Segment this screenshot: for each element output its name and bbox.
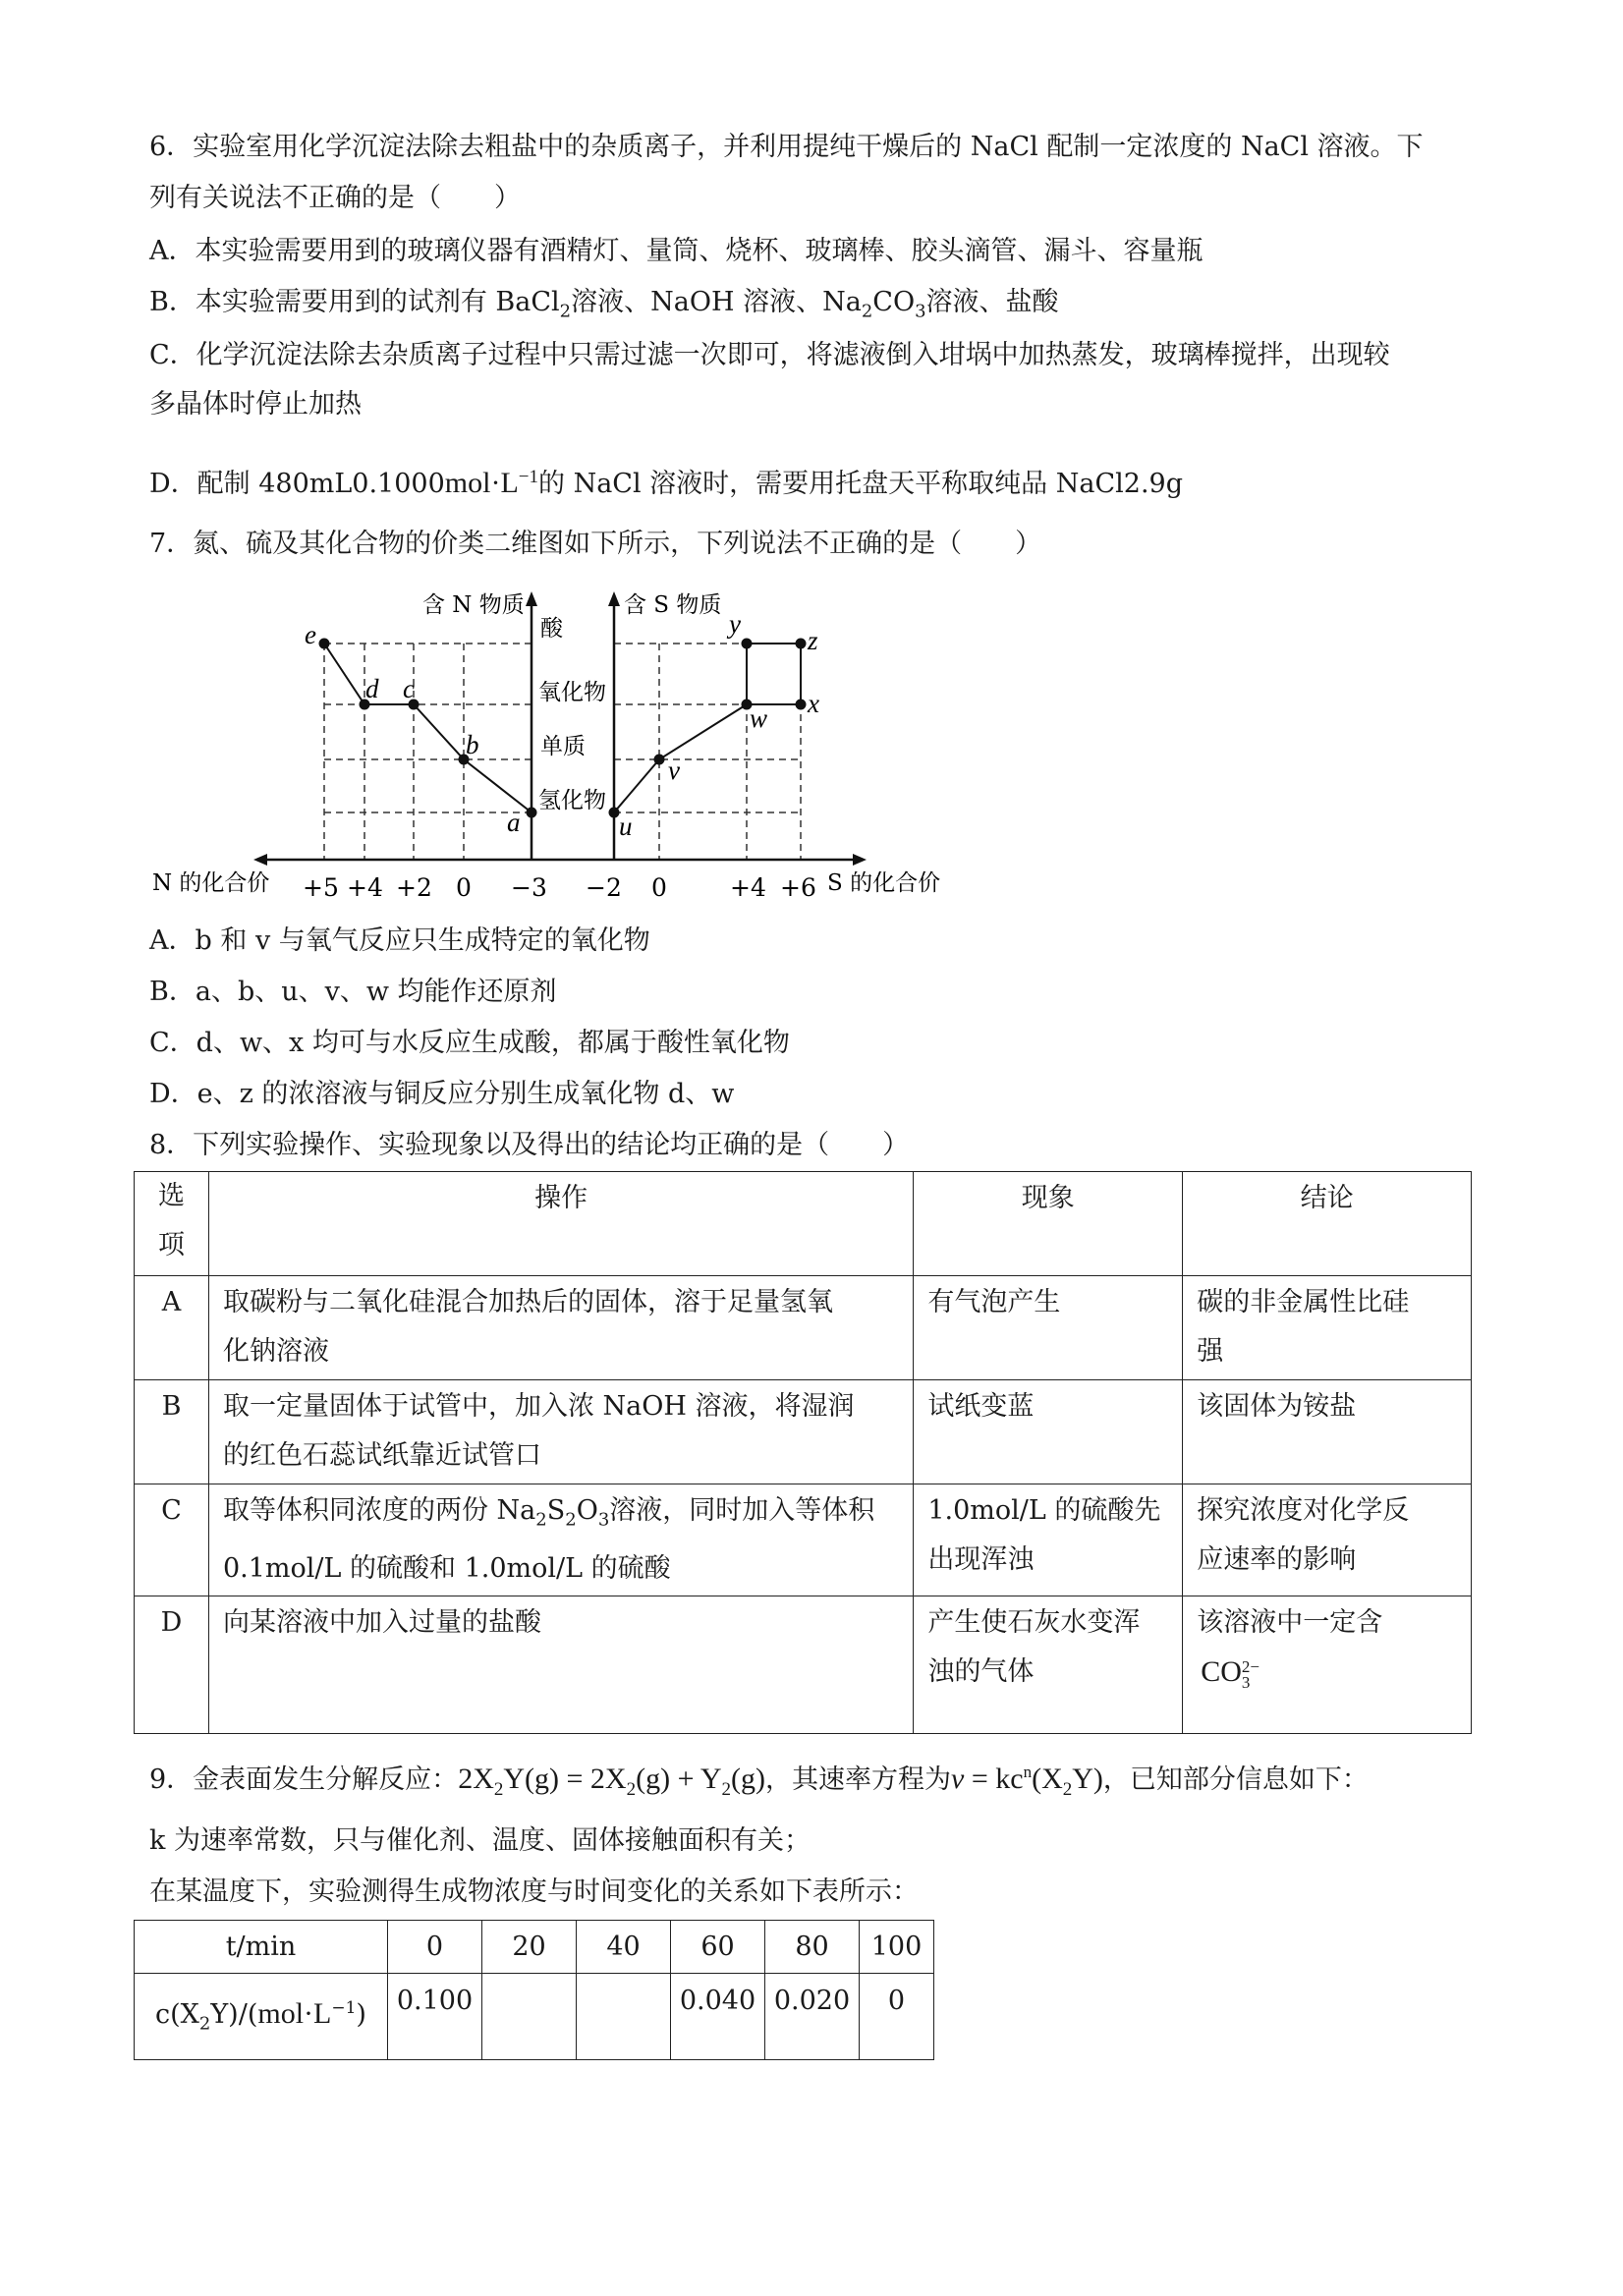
table-header-row [135, 1172, 1472, 1276]
row-option: C [135, 1484, 209, 1596]
valence-category-diagram [147, 580, 963, 904]
time-value: 40 [577, 1921, 671, 1974]
category-element: 单质 [540, 734, 586, 759]
q6-option-c-line-1: C．化学沉淀法除去杂质离子过程中只需过滤一次即可，将滤液倒入坩埚中加热蒸发，玻璃棒搅拌，出现较 [149, 340, 1390, 370]
s-tick-plus6: +6 [780, 873, 816, 902]
row-operation: 取碳粉与二氧化硅混合加热后的固体，溶于足量氢氧 化钠溶液 [208, 1276, 913, 1380]
q7-option-a: A．b 和 v 与氧气反应只生成特定的氧化物 [149, 925, 650, 956]
time-value: 20 [482, 1921, 577, 1974]
header-phenomenon: 现象 [914, 1172, 1183, 1276]
concentration-label: $c(X_2Y)/(mol\cdot L^{-1})$ [135, 1974, 388, 2060]
concentration-value: 0.040 [671, 1974, 765, 2060]
time-value: 60 [671, 1921, 765, 1974]
row-operation: 向某溶液中加入过量的盐酸 [208, 1596, 913, 1734]
header-operation: 操作 [208, 1172, 913, 1276]
point-label-b: b [466, 730, 479, 759]
q9-line-2: k 为速率常数，只与催化剂、温度、固体接触面积有关； [149, 1825, 811, 1856]
point-label-u: u [619, 812, 633, 841]
n-tick-plus2: +2 [396, 873, 432, 902]
point-label-y: y [729, 609, 741, 639]
q6-option-a: A．本实验需要用到的玻璃仪器有酒精灯、量筒、烧杯、玻璃棒、胶头滴管、漏斗、容量瓶 [149, 236, 1203, 266]
rate-equation: $v = kc^n(X_2Y)$ [951, 1763, 1103, 1800]
row-option: D [135, 1596, 209, 1734]
s-axis-title: 含 S 物质 [624, 592, 722, 618]
category-oxide: 氧化物 [538, 680, 606, 705]
q7-option-d: D．e、z 的浓溶液与铜反应分别生成氧化物 d、w [149, 1079, 735, 1109]
q6-stem-line-2: 列有关说法不正确的是（ ） [149, 183, 521, 213]
row-phenomenon: 有气泡产生 [914, 1276, 1183, 1380]
q6-option-d: D．配制 $480mL0.1000mol\cdot L^{-1}$的 NaCl 溶液时，需要用托盘天平称取纯品 NaCl2.9g [149, 467, 1184, 499]
point-label-v: v [668, 756, 680, 785]
point-label-e: e [305, 620, 316, 649]
concentration-value: 0 [860, 1974, 934, 2060]
point-label-w: w [750, 703, 768, 733]
row-option: B [135, 1380, 209, 1484]
point-label-a: a [507, 808, 521, 837]
row-operation: 取一定量固体于试管中，加入浓 NaOH 溶液，将湿润 的红色石蕊试纸靠近试管口 [208, 1380, 913, 1484]
point-label-c: c [403, 674, 415, 703]
n-valence-axis-label: N 的化合价 [152, 870, 270, 896]
n-axis-title: 含 N 物质 [422, 592, 525, 618]
time-label: t/min [135, 1921, 388, 1974]
header-option: 选 项 [135, 1172, 209, 1276]
concentration-value [482, 1974, 577, 2060]
q7-option-c: C．d、w、x 均可与水反应生成酸，都属于酸性氧化物 [149, 1028, 790, 1058]
q9-concentration-table [134, 1920, 934, 2060]
row-conclusion: 碳的非金属性比硅 强 [1183, 1276, 1472, 1380]
s-tick-minus2: −2 [586, 873, 622, 902]
concentration-value: 0.020 [765, 1974, 860, 2060]
time-value: 0 [388, 1921, 482, 1974]
table-row [135, 1974, 934, 2060]
reaction-equation: $2X_2Y(g) = 2X_2(g) + Y_2(g)$ [458, 1763, 766, 1800]
q9-stem: 9．金表面发生分解反应：$2X_2Y(g) = 2X_2(g) + Y_2(g)$，其速率方程为$v = kc^n(X_2Y)$，已知部分信息如下： [149, 1763, 1369, 1800]
time-value: 80 [765, 1921, 860, 1974]
header-conclusion: 结论 [1183, 1172, 1472, 1276]
q8-stem: 8．下列实验操作、实验现象以及得出的结论均正确的是（ ） [149, 1130, 910, 1160]
s-valence-axis-label: S 的化合价 [827, 870, 941, 896]
row-conclusion: 该固体为铵盐 [1183, 1380, 1472, 1484]
s-tick-0: 0 [651, 873, 667, 902]
q6-option-b: B．本实验需要用到的试剂有 BaCl$_2$溶液、NaOH 溶液、$Na_2CO_3$溶液、盐酸 [149, 287, 1059, 322]
table-row [135, 1380, 1472, 1484]
time-value: 100 [860, 1921, 934, 1974]
row-phenomenon: 试纸变蓝 [914, 1380, 1183, 1484]
n-tick-minus3: −3 [511, 873, 547, 902]
n-tick-plus4: +4 [347, 873, 383, 902]
table-row [135, 1596, 1472, 1734]
row-conclusion: 探究浓度对化学反 应速率的影响 [1183, 1484, 1472, 1596]
row-phenomenon: 1.0mol/L 的硫酸先 出现浑浊 [914, 1484, 1183, 1596]
row-operation: 取等体积同浓度的两份 $Na_2S_2O_3$溶液，同时加入等体积 0.1mol/L 的硫酸和 1.0mol/L 的硫酸 [208, 1484, 913, 1596]
row-phenomenon: 产生使石灰水变浑 浊的气体 [914, 1596, 1183, 1734]
point-label-x: x [808, 689, 819, 718]
row-conclusion: 该溶液中一定含 CO 2− 3 [1183, 1596, 1472, 1734]
q6-option-c-line-2: 多晶体时停止加热 [149, 389, 362, 420]
q7-option-b: B．a、b、u、v、w 均能作还原剂 [149, 977, 557, 1007]
q8-experiment-table [134, 1171, 1472, 1734]
table-row [135, 1921, 934, 1974]
s-tick-plus4: +4 [730, 873, 766, 902]
table-row [135, 1276, 1472, 1380]
category-acid: 酸 [540, 616, 563, 642]
category-hydride: 氢化物 [538, 788, 606, 813]
row-option: A [135, 1276, 209, 1380]
table-row [135, 1484, 1472, 1596]
q9-line-3: 在某温度下，实验测得生成物浓度与时间变化的关系如下表所示： [149, 1876, 919, 1907]
point-label-d: d [365, 674, 379, 703]
q6-stem-line-1: 6．实验室用化学沉淀法除去粗盐中的杂质离子，并利用提纯干燥后的 NaCl 配制一定浓度的 NaCl 溶液。下 [149, 132, 1424, 162]
n-tick-plus5: +5 [303, 873, 339, 902]
concentration-value: 0.100 [388, 1974, 482, 2060]
concentration-value [577, 1974, 671, 2060]
q7-stem: 7．氮、硫及其化合物的价类二维图如下所示，下列说法不正确的是（ ） [149, 529, 1042, 559]
n-tick-0: 0 [456, 873, 472, 902]
point-label-z: z [808, 626, 818, 655]
